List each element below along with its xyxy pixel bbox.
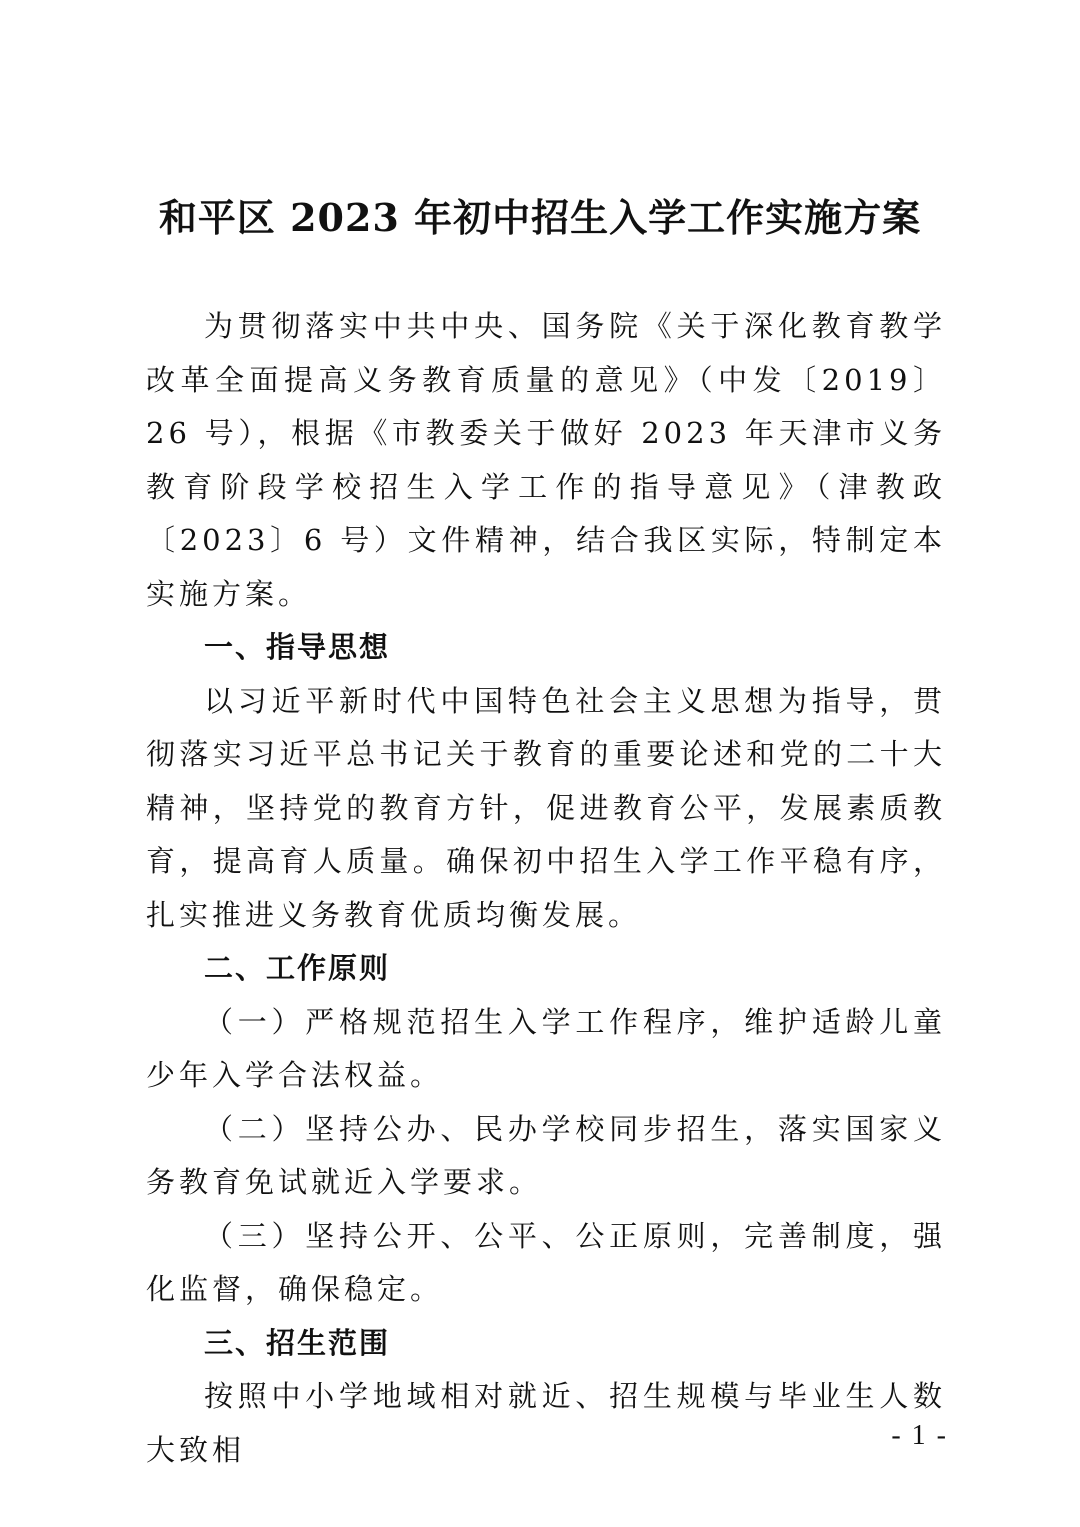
section-heading-work-principles: 二、工作原则: [204, 951, 391, 985]
principle-paragraph-1: （一）严格规范招生入学工作程序，维护适龄儿童少年入学合法权益。: [146, 1004, 946, 1092]
section-heading-enrollment-scope: 三、招生范围: [204, 1325, 391, 1360]
principle-paragraph-3: （三）坚持公开、公平、公正原则，完善制度，强化监督，确保稳定。: [146, 1218, 946, 1306]
guiding-ideology-paragraph: 以习近平新时代中国特色社会主义思想为指导，贯彻落实习近平总书记关于教育的重要论述和党的二十大精神，坚持党的教育方针，促进教育公平，发展素质教育，提高育人质量。确保初中招生入学工作平稳有序，扎实推进义务教育优质均衡发展。: [146, 683, 946, 932]
principle-paragraph-2: （二）坚持公办、民办学校同步招生，落实国家义务教育免试就近入学要求。: [146, 1111, 946, 1199]
page-number: - 1 -: [891, 1420, 948, 1451]
document-body: [146, 300, 946, 1477]
section-heading-guiding-ideology: 一、指导思想: [204, 630, 391, 664]
enrollment-scope-paragraph: 按照中小学地域相对就近、招生规模与毕业生人数大致相: [146, 1379, 946, 1467]
intro-paragraph: 为贯彻落实中共中央、国务院《关于深化教育教学改革全面提高义务教育质量的意见》（中发〔2019〕26 号），根据《市教委关于做好 2023 年天津市义务教育阶段学校招生入学工作的指导意见》（津教政〔2023〕6 号）文件精神，结合我区实际，特制定本实施方案。: [146, 309, 946, 611]
document-title: 和平区 2023 年初中招生入学工作实施方案: [158, 195, 922, 240]
